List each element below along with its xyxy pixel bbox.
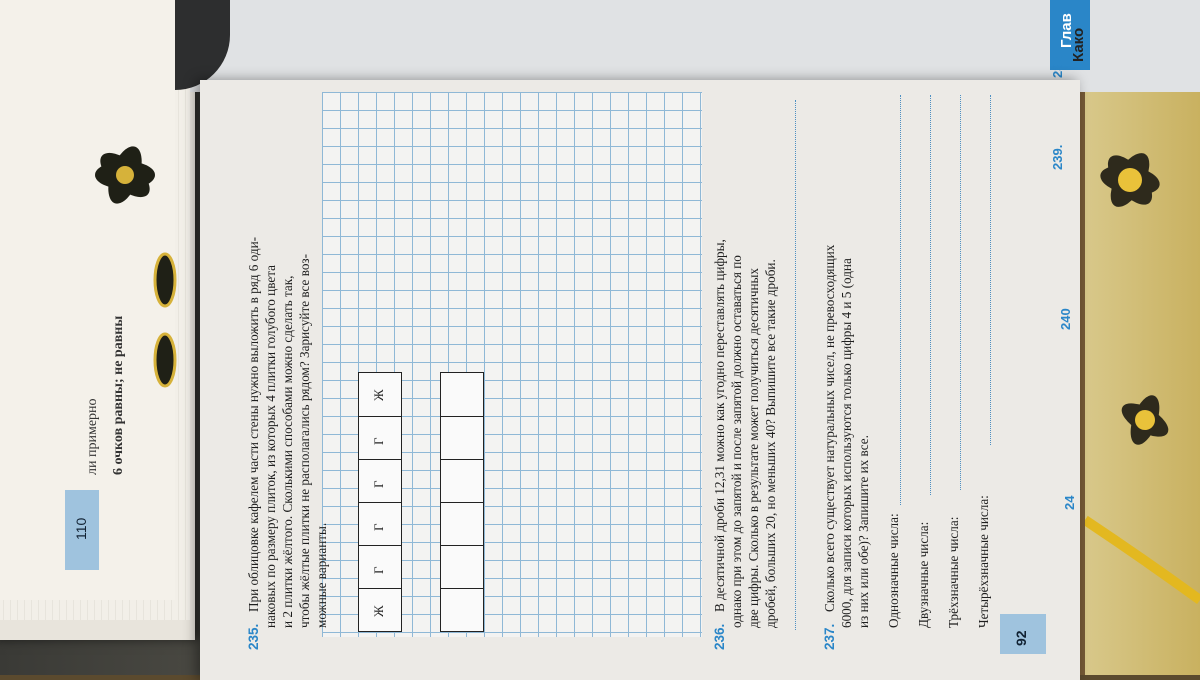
task-241-number: 24 bbox=[1062, 495, 1077, 510]
next-page-top bbox=[190, 0, 1200, 92]
answer-line-236[interactable] bbox=[795, 100, 796, 630]
left-page-number: 110 bbox=[73, 517, 89, 540]
answer-line-1[interactable] bbox=[900, 95, 901, 505]
answer-label-1: Однозначные числа: bbox=[886, 513, 901, 628]
task-238-number: 238. bbox=[1050, 52, 1065, 78]
task-235-line-1: При облицовке кафелем части стены нужно выложить в ряд 6 оди- bbox=[246, 236, 261, 612]
tile-5-label: Г bbox=[371, 566, 386, 574]
tile-6 bbox=[359, 588, 401, 632]
answer-line-2[interactable] bbox=[930, 95, 931, 495]
tile-2-label: Г bbox=[371, 437, 386, 445]
answer-label-2: Двузначные числа: bbox=[916, 521, 931, 628]
tile-row-example bbox=[358, 372, 402, 632]
tile-2 bbox=[359, 416, 401, 460]
task-236-line-4: дробей, больших 20, но меньших 40? Выпишите все такие дроби. bbox=[763, 259, 778, 628]
task-235-line-4: чтобы жёлтые плитки не располагались рядом? Зарисуйте все воз- bbox=[297, 253, 312, 628]
answer-label-4: Четырёхзначные числа: bbox=[976, 495, 991, 628]
task-236-number: 236. bbox=[712, 623, 727, 650]
tile-6-label: Ж bbox=[371, 605, 386, 617]
task-235-line-5: можные варианты. bbox=[314, 522, 329, 628]
task-236-line-2: однако при этом до запятой и после запятой должно оставаться по bbox=[729, 255, 744, 628]
answer-line-4[interactable] bbox=[990, 95, 991, 445]
page-number-tab bbox=[1000, 614, 1046, 654]
left-book-text bbox=[80, 316, 132, 475]
task-236-line-3: две цифры. Сколько в результате может получиться десятичных bbox=[746, 268, 761, 628]
left-page-number-tab bbox=[65, 490, 99, 570]
task-237-line-2: 6000, для записи которых используются только цифры 4 и 5 (одна bbox=[839, 258, 854, 628]
leaf-icon bbox=[135, 240, 195, 400]
task-237-line-3: из них или обе)? Запишите их все. bbox=[856, 435, 871, 628]
flower-icon bbox=[80, 120, 170, 230]
task-235-number: 235. bbox=[246, 623, 261, 650]
tile-3-label: Г bbox=[371, 480, 386, 488]
task-237-number: 237. bbox=[822, 623, 837, 650]
flower-pattern-icon bbox=[1085, 0, 1200, 675]
tablecloth bbox=[1085, 0, 1200, 675]
tile-4 bbox=[359, 502, 401, 546]
tile-1 bbox=[359, 373, 401, 416]
task-239-number: 239. bbox=[1050, 144, 1065, 170]
empty-tile[interactable] bbox=[441, 502, 483, 546]
left-book-line-2: 6 очков равны; не равны bbox=[111, 315, 126, 475]
task-236-line-1: В десятичной дроби 12,31 можно как угодно переставлять цифры, bbox=[712, 239, 727, 612]
empty-tile[interactable] bbox=[441, 459, 483, 503]
page-number: 92 bbox=[1013, 630, 1029, 646]
task-237-line-1: Сколько всего существует натуральных чисел, не превосходящих bbox=[822, 244, 837, 612]
tile-row-empty[interactable] bbox=[440, 372, 484, 632]
task-235-line-3: и 2 плитки жёлтого. Сколькими способами можно сделать так, bbox=[280, 275, 295, 628]
task-235-line-2: наковых по размеру плиток, из которых 4 плитки голубого цвета bbox=[263, 265, 278, 628]
empty-tile[interactable] bbox=[441, 588, 483, 632]
empty-tile[interactable] bbox=[441, 545, 483, 589]
tile-1-label: Ж bbox=[371, 389, 386, 401]
tile-3 bbox=[359, 459, 401, 503]
answer-line-3[interactable] bbox=[960, 95, 961, 490]
empty-tile[interactable] bbox=[441, 416, 483, 460]
chapter-subtitle: Како bbox=[1070, 27, 1087, 62]
tile-4-label: Г bbox=[371, 523, 386, 531]
left-book-line-1: ли примерно bbox=[85, 398, 100, 475]
chapter-label: Глав bbox=[1058, 13, 1075, 48]
answer-label-3: Трёхзначные числа: bbox=[946, 516, 961, 628]
task-240-number: 240 bbox=[1058, 308, 1073, 330]
tile-5 bbox=[359, 545, 401, 589]
